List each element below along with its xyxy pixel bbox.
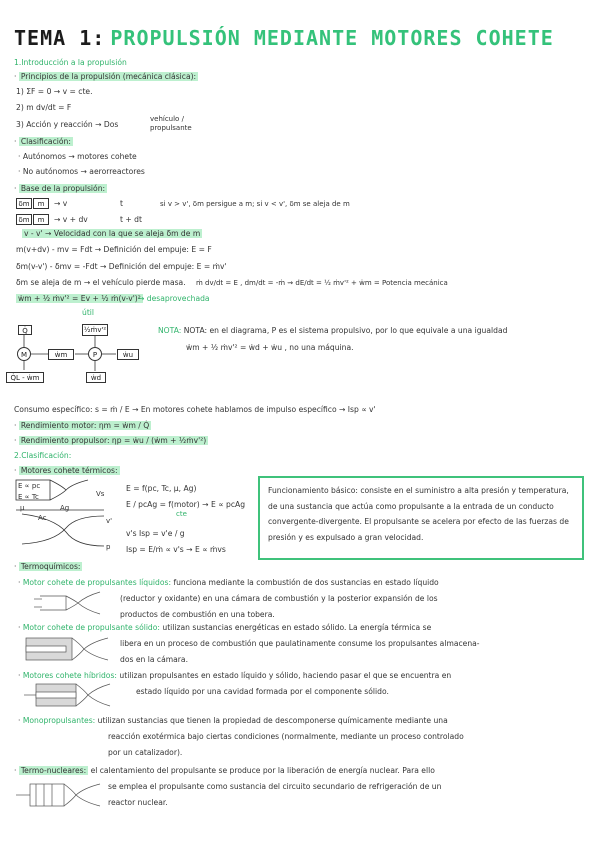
thermal-label-v: v' — [106, 517, 113, 525]
hybrid-engine-sketch — [24, 680, 114, 710]
hybrid-line-2: estado líquido por una cavidad formada por el componente sólido. — [136, 687, 389, 696]
monoprop-line-3: por un catalizador). — [108, 748, 183, 757]
row1-note: si v > v', δm persigue a m; si v < v', δm se aleja de m — [160, 200, 350, 208]
eq-waste-note: → desaprovechada — [138, 294, 210, 303]
thermal-eq-2-note: cte — [176, 510, 187, 518]
thermal-label-tc: E ∝ Tc — [18, 493, 39, 501]
principle-3: 3) Acción y reacción → Dos — [16, 120, 119, 129]
autonomous-item: · Autónomos → motores cohete — [18, 152, 137, 161]
thermal-label-ac: Ac — [38, 514, 47, 522]
principle-1: 1) ΣF = 0 → v = cte. — [16, 87, 93, 96]
row1-time: t — [120, 199, 123, 208]
monoprop-item: · Monopropulsantes: utilizan sustancias que tienen la propiedad de descomponerse químicamente mediante una — [18, 716, 448, 725]
solid-line-3: dos en la cámara. — [120, 655, 188, 664]
classification-heading: · Clasificación: — [14, 137, 71, 146]
liquid-item: · Motor cohete de propulsantes líquidos: funciona mediante la combustión de dos sustancias en estado líquido — [18, 578, 439, 587]
section-classification: 2.Clasificación: — [14, 451, 72, 460]
solid-port — [26, 646, 66, 652]
wd-box: ẇd — [86, 372, 106, 383]
base-heading: · Base de la propulsión: — [14, 184, 106, 193]
nuclear-item: · Termo-nucleares: el calentamiento del propulsante se produce por la liberación de energía nuclear. Para ello — [14, 766, 435, 775]
eq-thrust-2: δm(v-v') - δmv = -Fdt → Definición del empuje: E = ṁv' — [16, 262, 227, 271]
dm-box-1: δm — [16, 198, 32, 209]
monoprop-line-2: reacción exotérmica bajo ciertas condiciones (normalmente, mediante un proceso controlado — [108, 732, 464, 741]
nozzle-lower — [50, 490, 66, 500]
specific-consumption: Consumo específico: s = ṁ / E → En motores cohete hablamos de impulso específico → Isp ∝ v' — [14, 405, 376, 414]
hybrid-item: · Motores cohete híbridos: utilizan propulsantes en estado líquido y sólido, haciendo pasar el que se encuentra en — [18, 671, 452, 680]
liquid-line-3: productos de combustión en una tobera. — [120, 610, 275, 619]
nuclear-line-3: reactor nuclear. — [108, 798, 168, 807]
thermal-eq-2: E / pcAg = f(motor) → E ∝ pcAg — [126, 500, 246, 509]
solid-nozzle-bottom — [72, 649, 108, 660]
relative-velocity: v - v' → Velocidad con la que se aleja δm de m — [24, 229, 201, 238]
m-box-2: m — [33, 214, 49, 225]
row2-velocity: → v + dv — [54, 215, 88, 224]
thermal-heading: · Motores cohete térmicos: — [14, 466, 118, 475]
m-box-1: m — [33, 198, 49, 209]
basic-operation-text: Funcionamiento básico: consiste en el suministro a alta presión y temperatura, de una sustancia que actúa como propulsante a la entrada de un conducto convergente-divergente. El propulsante se acelera por efecto de las fuerzas de presión y es expulsado a gran velocidad. — [268, 486, 569, 542]
nuclear-line-2: se emplea el propulsante como sustancia del circuito secundario de refrigeración de un — [108, 782, 442, 791]
thermochemical-heading: · Termoquímicos: — [14, 562, 81, 571]
motor-efficiency: · Rendimiento motor: ηm = ẇm / Q̇ — [14, 421, 150, 430]
q-box: Q̇ — [18, 325, 32, 335]
thermal-eq-3: v's Isp = v'e / g — [126, 529, 185, 538]
pressure-curve — [22, 514, 104, 546]
solid-line-2: libera en un proceso de combustión que paulatinamente consume los propulsantes almacena- — [120, 639, 480, 648]
thermal-label-mu: μ — [20, 504, 25, 512]
liquid-engine-sketch — [34, 588, 114, 618]
row2-time: t + dt — [120, 215, 142, 224]
nuclear-nozzle-top — [64, 784, 100, 795]
page-title — [14, 26, 554, 50]
section-intro: 1.Introducción a la propulsión — [14, 58, 127, 67]
thermal-label-pc: E ∝ pc — [18, 482, 41, 490]
hybrid-nozzle-top — [76, 684, 110, 695]
propulsive-node: P — [88, 347, 102, 361]
non-autonomous-item: · No autónomos → aerorreactores — [18, 167, 145, 176]
hybrid-nozzle-bottom — [76, 695, 110, 706]
solid-engine-sketch — [24, 634, 114, 664]
eq-energy-body: ṁ dv/dt = E , dm/dt = -ṁ ⇝ dE/dt = ½ ṁv'² + ẇm = Potencia mecánica — [196, 279, 448, 287]
thermal-label-p: p — [106, 543, 111, 551]
solid-item: · Motor cohete de propulsante sólido: utilizan sustancias energéticas en estado sólido. La energía térmica se — [18, 623, 432, 632]
wu-box: ẇu — [117, 349, 139, 360]
principle-2: 2) m dv/dt = F — [16, 103, 72, 112]
principles-heading: · Principios de la propulsión (mecánica clásica): — [14, 72, 197, 81]
basic-operation-box — [258, 476, 584, 560]
thermal-eq-4: Isp = E/ṁ ∝ v's → E ∝ ṁvs — [126, 545, 226, 554]
thermal-label-ag: Ag — [60, 504, 70, 512]
diagram-note-1: NOTA: NOTA: en el diagrama, P es el sistema propulsivo, por lo que equivale a una igualdad — [158, 326, 508, 335]
kinetic-energy-box: ½ṁv'² — [83, 326, 107, 334]
title-main: PROPULSIÓN MEDIANTE MOTORES COHETE — [110, 26, 554, 50]
diagram-note-2: ẇm + ½ ṁv'² = ẇd + ẇu , no una máquina. — [186, 343, 354, 352]
solid-nozzle-top — [72, 638, 108, 649]
principle-3-brace: vehículo / propulsante — [150, 115, 192, 132]
thermal-label-vs: Vs — [96, 490, 105, 498]
reactor-core — [30, 784, 64, 806]
velocity-curve — [22, 516, 104, 544]
propulsive-efficiency: · Rendimiento propulsor: ηp = ẇu / (ẇm + ½ṁv'²) — [14, 436, 207, 445]
eq-energy-intro: δm se aleja de m → el vehículo pierde masa. — [16, 278, 186, 287]
liquid-chamber — [40, 596, 66, 610]
liquid-line-2: (reductor y oxidante) en una cámara de combustión y la posterior expansión de los — [120, 594, 438, 603]
liquid-nozzle-bottom — [66, 603, 100, 614]
nuclear-engine-sketch — [16, 778, 106, 814]
eq-thrust: m(v+dv) - mv = Fdt → Definición del empuje: E = F — [16, 245, 212, 254]
nuclear-nozzle-bottom — [64, 795, 100, 806]
liquid-nozzle-top — [66, 592, 100, 603]
hybrid-port — [36, 692, 76, 698]
thermal-eq-1: E = f(pc, Tc, μ, Ag) — [126, 484, 197, 493]
eq-energy-last: ẇm + ½ ṁv'² = Ev + ½ ṁ(v-v')² — [18, 294, 141, 303]
title-prefix: TEMA 1: — [14, 26, 106, 50]
motor-node: M — [17, 347, 31, 361]
wm-box: ẇm — [48, 349, 74, 360]
nozzle-upper — [50, 480, 88, 490]
losses-box: Q̇L - ẇm — [6, 372, 44, 383]
row1-velocity: → v — [54, 199, 68, 208]
eq-useful-note: útil — [82, 308, 95, 317]
dm-box-2: δm — [16, 214, 32, 225]
